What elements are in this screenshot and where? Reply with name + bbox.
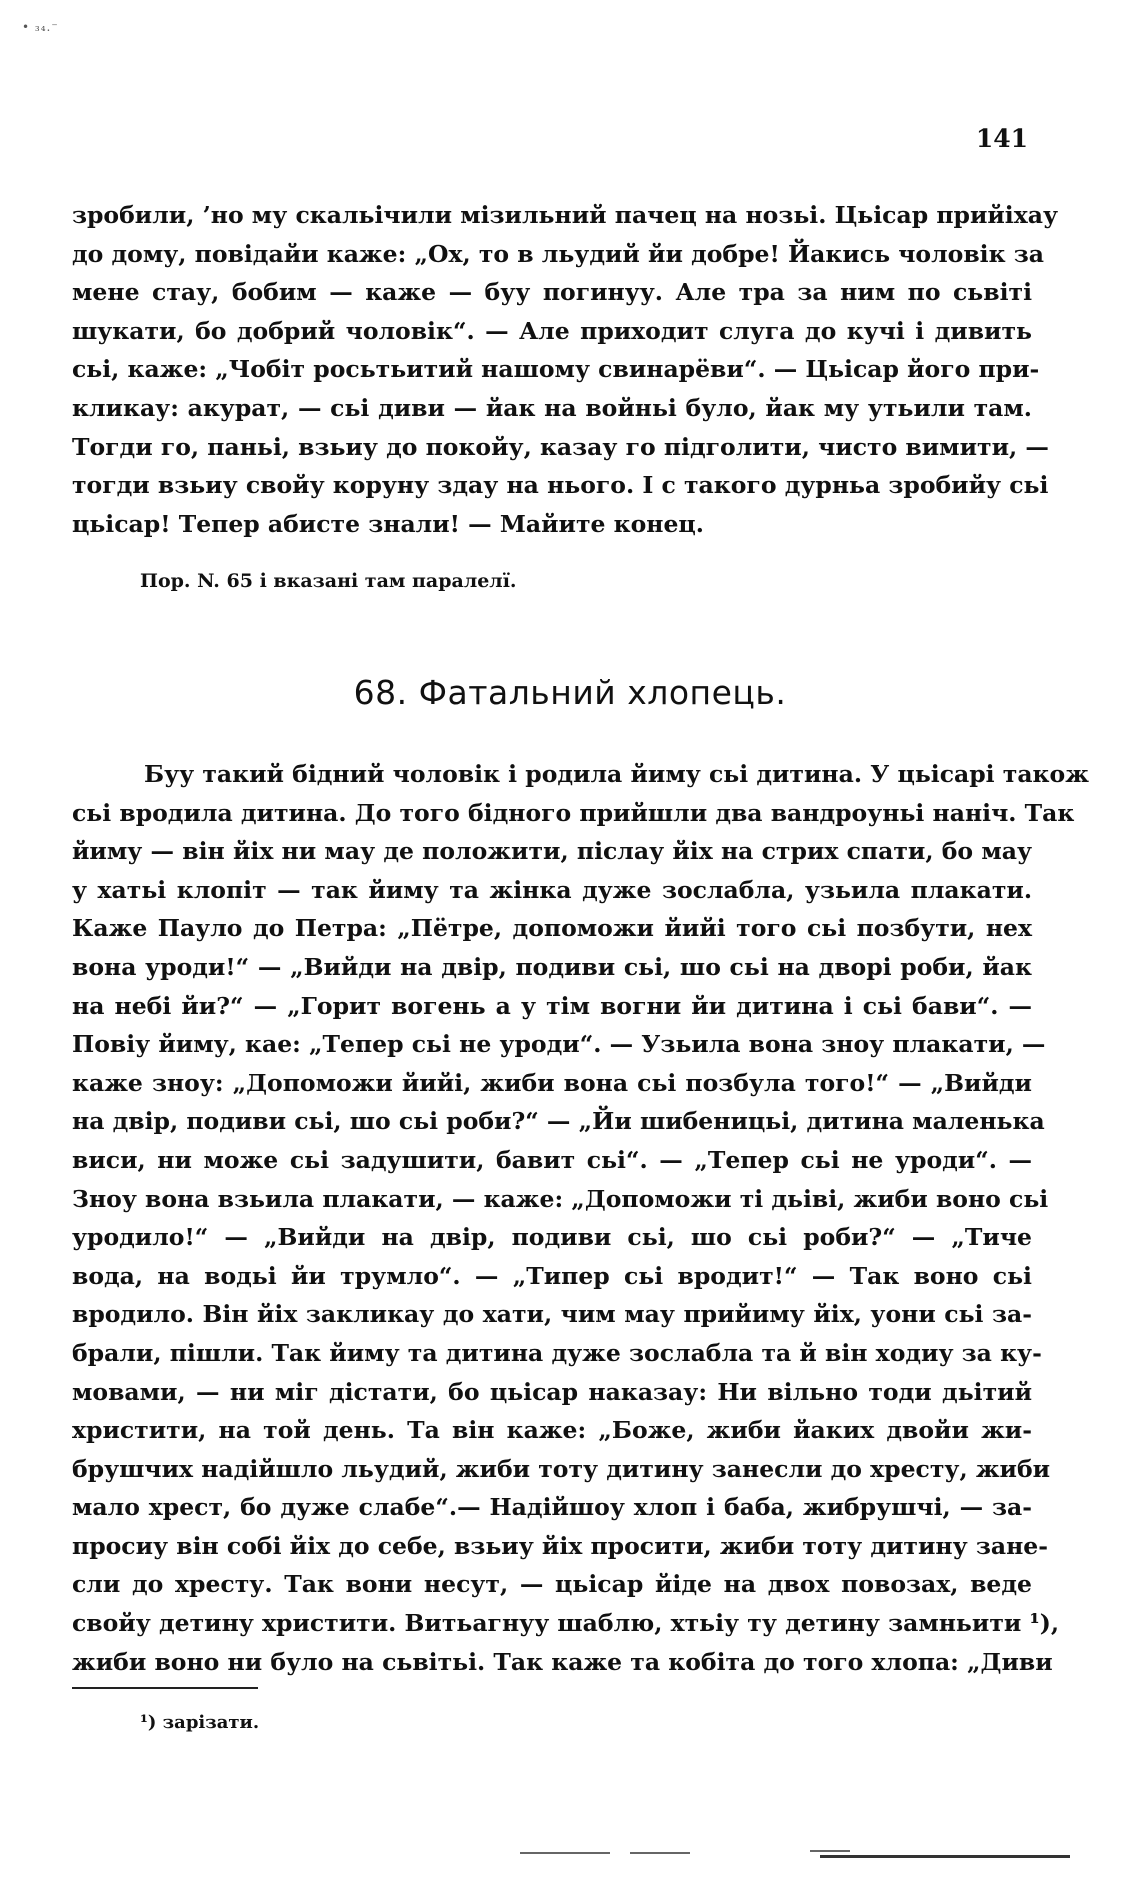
paragraph-line: мовами, — ни міг дістати, бо цьісар наказау: Ни вільно тоди дьітий bbox=[72, 1377, 1032, 1406]
story-title: 68. Фатальний хлопець. bbox=[353, 673, 787, 712]
corner-mark: • ₃₄.⁻ bbox=[22, 20, 59, 34]
paragraph-line: просиу він собі йіх до себе, взьиу йіх просити, жиби тоту дитину зане- bbox=[72, 1531, 1048, 1560]
paragraph-line: брушчих надійшло льудий, жиби тоту дитину занесли до хресту, жиби bbox=[72, 1454, 1051, 1483]
paragraph-line: Буу такий бідний чоловік і родила йиму сьі дитина. У цьісарі також bbox=[144, 760, 1089, 788]
paragraph-line: до дому, повідайи каже: „Ох, то в льудий йи добре! Йакись чоловік за bbox=[72, 239, 1044, 268]
main-paragraph bbox=[72, 755, 1089, 1681]
paragraph-line: мене стау, бобим — каже — буу погинуу. Але тра за ним по сьвіті bbox=[72, 278, 1032, 307]
footnote: ¹) зарізати. bbox=[140, 1712, 260, 1733]
paragraph-line: брали, пішли. Так йиму та дитина дуже зослабла та й він ходиу за ку- bbox=[72, 1338, 1042, 1367]
paragraph-line: Каже Пауло до Петра: „Пётре, допоможи йийі того сьі позбути, нех bbox=[72, 914, 1032, 943]
paragraph-line: жиби воно ни було на сьвітьі. Так каже та кобіта до того хлопа: „Диви bbox=[72, 1647, 1053, 1676]
paragraph-line: сьі вродила дитина. До того бідного прийшли два вандроуньі нанiч. Так bbox=[72, 798, 1075, 827]
paragraph-line: христити, на той день. Та він каже: „Боже, жиби йаких двойи жи- bbox=[72, 1416, 1032, 1445]
paragraph-line: свойу детину христити. Витьагнуу шаблю, хтьіу ту детину замньити ¹), bbox=[72, 1609, 1060, 1638]
paragraph-line: тогди взьиу свойу коруну здау на нього. І с такого дурньа зробийу сьі bbox=[72, 471, 1049, 500]
paragraph-line: кликау: акурат, — сьі диви — йак на войньі було, йак му утьили там. bbox=[72, 393, 1032, 422]
footnote-divider bbox=[72, 1687, 258, 1689]
paragraph-line: сьі, каже: „Чобіт росьтьитий нашому свинарёви“. — Цьісар його при- bbox=[72, 355, 1040, 384]
paragraph-line: вода, на водьі йи трумло“. — „Типер сьі вродит!“ — Так воно сьі bbox=[72, 1261, 1032, 1290]
paragraph-line: уродило!“ — „Вийди на двір, подиви сьі, шо сьі роби?“ — „Тиче bbox=[72, 1223, 1032, 1252]
paragraph-line: зробили, ’но му скальічили мізильний пачец на нозьі. Цьісар прийіхау bbox=[72, 201, 1059, 229]
paragraph-line: на двір, подиви сьі, шо сьі роби?“ — „Йи шибеницьі, дитина маленька bbox=[72, 1107, 1045, 1136]
paragraph-line: вродило. Він йіх закликау до хати, чим мау прийиму йіх, уони сьі за- bbox=[72, 1300, 1032, 1329]
paragraph-line: цьісар! Тепер абисте знали! — Майите конец. bbox=[72, 509, 704, 538]
page-number: 141 bbox=[975, 124, 1028, 153]
paragraph-line: у хатьі клопіт — так йиму та жінка дуже зослабла, узьила плакати. bbox=[72, 875, 1032, 904]
paragraph-line: вона уроди!“ — „Вийди на двір, подиви сьі, шо сьі на дворі роби, йак bbox=[72, 952, 1032, 981]
paragraph-line: Зноу вона взьила плакати, — каже: „Допоможи ті дьіві, жиби воно сьі bbox=[72, 1184, 1049, 1213]
scan-artifact-marks bbox=[520, 1848, 1080, 1858]
paragraph-line: йиму — він йіх ни мау де положити, післау йіх на стрих спати, бо мау bbox=[72, 837, 1032, 866]
paragraph-line: мало хрест, бо дуже слабе“.— Надійшоу хлоп і баба, жибрушчі, — за- bbox=[72, 1493, 1032, 1522]
paragraph-line: шукати, бо добрий чоловік“. — Але приходит слуга до кучі і дивить bbox=[72, 316, 1032, 345]
paragraph-line: каже зноу: „Допоможи йийі, жиби вона сьі позбула того!“ — „Вийди bbox=[72, 1068, 1032, 1097]
reference-note: Пор. N. 65 і вказані там паралелї. bbox=[140, 570, 517, 592]
paragraph-line: виси, ни може сьі задушити, бавит сьі“. — „Тепер сьі не уроди“. — bbox=[72, 1145, 1032, 1174]
continued-paragraph bbox=[72, 196, 1059, 543]
paragraph-line: сли до хресту. Так вони несут, — цьісар йіде на двох повозах, веде bbox=[72, 1570, 1032, 1599]
paragraph-line: Повіу йиму, кае: „Тепер сьі не уроди“. — Узьила вона зноу плакати, — bbox=[72, 1030, 1046, 1059]
paragraph-line: на небі йи?“ — „Горит вогень а у тім вогни йи дитина і сьі бави“. — bbox=[72, 991, 1032, 1020]
paragraph-line: Тогди го, паньі, взьиу до покойу, казау го підголити, чисто вимити, — bbox=[72, 432, 1049, 461]
